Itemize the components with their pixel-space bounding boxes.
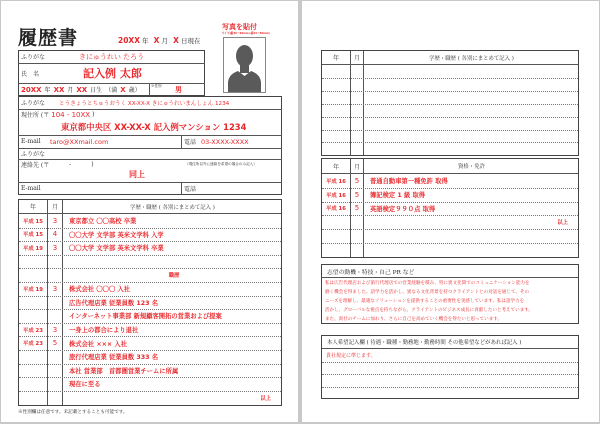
table-row bbox=[19, 228, 281, 242]
table-row bbox=[19, 268, 281, 282]
table-row bbox=[322, 215, 578, 229]
gender-value[interactable]: 男 bbox=[175, 85, 182, 94]
contact-label: 連絡先 (〒 bbox=[21, 161, 50, 169]
birth-year-unit: 年 bbox=[44, 87, 51, 94]
wish-line[interactable]: 貴社規定に準じます。 bbox=[326, 352, 376, 359]
table-row[interactable] bbox=[322, 104, 578, 117]
header-year: 年 bbox=[29, 204, 36, 211]
row-year[interactable]: 平成 16 bbox=[326, 178, 346, 185]
row-content[interactable]: 現在に至る bbox=[69, 381, 101, 389]
row-divider bbox=[322, 362, 578, 363]
age-value[interactable]: X bbox=[120, 85, 126, 94]
row-year[interactable]: 平成 19 bbox=[23, 286, 43, 293]
divider bbox=[18, 182, 282, 183]
row-divider bbox=[322, 374, 578, 375]
table-row[interactable] bbox=[322, 65, 578, 78]
row-month[interactable]: 4 bbox=[52, 230, 58, 239]
contact-email-label: E-mail bbox=[21, 185, 41, 192]
row-year[interactable] bbox=[19, 268, 47, 282]
table-row bbox=[19, 282, 281, 296]
row-content[interactable]: インターネット事業部 新規顧客開拓の営業および提案 bbox=[69, 313, 222, 321]
row-year[interactable] bbox=[19, 350, 47, 364]
birth-day-unit: 日生 bbox=[90, 87, 103, 94]
date-year[interactable]: 20XX bbox=[118, 36, 141, 45]
email-label: E-mail bbox=[21, 138, 41, 145]
table-row bbox=[19, 309, 281, 323]
address-furigana-value[interactable]: とうきょうとちゅうおうく XX-XX-X きにゅうれいまんしょん 1234 bbox=[59, 100, 230, 107]
row-month[interactable]: 3 bbox=[52, 243, 58, 252]
address-label: 現住所 (〒 bbox=[21, 112, 50, 119]
table-row bbox=[19, 391, 281, 405]
row-month[interactable]: 3 bbox=[52, 325, 58, 334]
header-year: 年 bbox=[332, 163, 339, 171]
header-month: 月 bbox=[353, 55, 360, 62]
row-content[interactable]: 本社 営業部 首都圏営業チームに所属 bbox=[69, 367, 179, 375]
history-table bbox=[18, 199, 282, 406]
row-month[interactable]: 5 bbox=[354, 190, 360, 199]
row-year[interactable]: 平成 23 bbox=[23, 327, 43, 334]
divider bbox=[322, 277, 578, 278]
table-row[interactable] bbox=[322, 117, 578, 130]
date-month-unit: 月 bbox=[161, 37, 169, 45]
qualifications-table bbox=[321, 158, 579, 258]
row-year[interactable] bbox=[19, 255, 47, 269]
table-row bbox=[19, 241, 281, 255]
postal-code[interactable]: 104 - 10XX bbox=[51, 110, 91, 119]
pr-line: 私は広告代理店および旅行代理店での営業経験を積み、特に異文化間でのコミュニケーション能力を bbox=[325, 281, 530, 286]
contact-note: （現住所以外に連絡を希望の場合のみ記入） bbox=[185, 162, 257, 166]
row-month[interactable] bbox=[48, 296, 62, 310]
birth-month-unit: 月 bbox=[67, 87, 74, 94]
contact-dash: - bbox=[69, 160, 72, 168]
photo-box[interactable] bbox=[223, 37, 266, 93]
row-content[interactable]: 英語検定９９０点 取得 bbox=[370, 205, 436, 213]
birth-date bbox=[21, 83, 141, 96]
resume-page-right bbox=[302, 1, 599, 422]
table-row bbox=[19, 336, 281, 350]
table-row bbox=[19, 364, 281, 378]
pr-box bbox=[321, 264, 579, 324]
pr-line: 活かし、グローバルな視点を持ちながら、クライアントのビジネス成長に貢献したいと考えています。 bbox=[325, 308, 533, 313]
table-row[interactable] bbox=[322, 78, 578, 91]
date-as-of bbox=[118, 36, 201, 45]
row-content[interactable]: 東京都立 〇〇高校 卒業 bbox=[69, 218, 137, 226]
address-value[interactable]: 東京都中央区 XX-XX-X 記入例マンション 1234 bbox=[61, 122, 247, 132]
row-content[interactable]: 広告代理店業 従業員数 123 名 bbox=[69, 299, 158, 307]
row-month[interactable] bbox=[48, 364, 62, 378]
date-month[interactable]: X bbox=[153, 36, 160, 45]
header-year: 年 bbox=[332, 55, 339, 62]
contact-furigana-label: ふりがな bbox=[21, 151, 46, 158]
row-month[interactable]: 5 bbox=[354, 204, 360, 213]
row-content[interactable]: 旅行代理店業 従業員数 333 名 bbox=[69, 354, 158, 362]
divider bbox=[149, 83, 150, 96]
resume-title: 履歴書 bbox=[18, 27, 79, 49]
table-row bbox=[19, 323, 281, 337]
gender-label: ※性別 bbox=[151, 84, 162, 88]
row-year[interactable] bbox=[19, 296, 47, 310]
row-month[interactable] bbox=[48, 391, 62, 405]
table-row[interactable] bbox=[322, 142, 578, 155]
table-row bbox=[322, 188, 578, 202]
contact-close: ) bbox=[91, 160, 94, 168]
header-content: 学歴・職歴 ( 各別にまとめて記入 ) bbox=[130, 204, 215, 211]
row-year[interactable] bbox=[322, 243, 350, 257]
pr-line: また、貴社のチームに加わり、さらに自己を高めていく機会を得たいと思っています。 bbox=[325, 317, 502, 322]
header-content: 資格・免許 bbox=[458, 164, 485, 170]
row-content[interactable] bbox=[370, 229, 576, 243]
row-content[interactable]: 以上 bbox=[260, 395, 271, 402]
row-year[interactable] bbox=[19, 391, 47, 405]
table-row bbox=[19, 377, 281, 391]
phone-value[interactable]: 03-XXXX-XXXX bbox=[201, 137, 249, 146]
date-day[interactable]: X bbox=[173, 36, 179, 45]
row-month[interactable] bbox=[48, 350, 62, 364]
date-day-unit: 日現在 bbox=[181, 37, 201, 45]
row-month[interactable] bbox=[48, 255, 62, 269]
divider bbox=[181, 182, 182, 195]
footnote: ※性別欄は任意です。未記載とすることも可能です。 bbox=[18, 410, 128, 415]
table-row bbox=[322, 229, 578, 243]
address-furigana-label: ふりがな bbox=[21, 100, 46, 107]
photo-size-note: サイズ(縦36〜40mm×横24〜30mm) bbox=[222, 32, 270, 35]
row-content[interactable] bbox=[370, 243, 576, 257]
divider bbox=[181, 135, 182, 148]
row-content[interactable]: 株式会社 ××× 入社 bbox=[69, 340, 127, 348]
age-open: （満 bbox=[105, 87, 118, 94]
email-value[interactable]: taro@XXmail.com bbox=[50, 137, 109, 146]
row-month[interactable]: 3 bbox=[52, 284, 58, 293]
row-content[interactable]: 以上 bbox=[557, 220, 568, 227]
row-month[interactable] bbox=[48, 268, 62, 282]
row-month[interactable] bbox=[351, 243, 363, 257]
contact-postal-row bbox=[21, 159, 94, 169]
age-close: 歳） bbox=[128, 87, 141, 94]
row-year[interactable]: 平成 16 bbox=[326, 206, 346, 213]
table-row bbox=[322, 174, 578, 188]
row-year[interactable] bbox=[19, 364, 47, 378]
history-table-continued bbox=[321, 50, 579, 156]
table-row bbox=[19, 350, 281, 364]
row-content[interactable]: 一身上の都合により退社 bbox=[69, 327, 139, 335]
header-content: 学歴・職歴 ( 各別にまとめて記入 ) bbox=[429, 55, 514, 62]
name-furigana-label: ふりがな bbox=[21, 54, 46, 61]
date-year-unit: 年 bbox=[142, 37, 149, 45]
postal-close: ) bbox=[92, 111, 95, 118]
history-header bbox=[322, 51, 578, 64]
table-row[interactable] bbox=[322, 91, 578, 104]
row-content[interactable]: 職歴 bbox=[168, 273, 180, 280]
row-month[interactable] bbox=[351, 215, 363, 229]
row-year[interactable]: 平成 16 bbox=[326, 192, 346, 199]
table-row bbox=[322, 202, 578, 216]
row-month[interactable]: 3 bbox=[52, 216, 58, 225]
person-silhouette-icon bbox=[224, 38, 265, 92]
row-month[interactable] bbox=[48, 377, 62, 391]
row-year[interactable]: 平成 23 bbox=[23, 341, 43, 348]
row-content[interactable]: 〇〇大学 文学部 英米文学科 入学 bbox=[69, 231, 164, 239]
row-month[interactable] bbox=[351, 229, 363, 243]
row-year[interactable] bbox=[19, 309, 47, 323]
table-row bbox=[19, 255, 281, 269]
table-row bbox=[19, 214, 281, 228]
address-postal-row bbox=[21, 109, 94, 120]
row-month[interactable]: 5 bbox=[52, 339, 58, 348]
contact-value[interactable]: 同上 bbox=[129, 170, 145, 179]
row-month[interactable] bbox=[48, 309, 62, 323]
row-year[interactable] bbox=[322, 229, 350, 243]
header-month: 月 bbox=[51, 204, 58, 211]
row-content[interactable]: 〇〇大学 文学部 英米文学科 卒業 bbox=[69, 245, 164, 253]
row-year[interactable]: 平成 15 bbox=[23, 218, 43, 225]
qualifications-header bbox=[322, 159, 578, 172]
resume-page-left bbox=[1, 1, 298, 422]
row-content[interactable]: 簿記検定 1 級 取得 bbox=[370, 192, 426, 200]
divider bbox=[18, 148, 282, 149]
phone-label: 電話 bbox=[184, 139, 197, 146]
header-month: 月 bbox=[353, 163, 360, 171]
wish-title: 本人希望記入欄 ( 待遇・職種・勤務地・勤務時間 その他希望などがあれば記入 ) bbox=[327, 340, 522, 346]
row-year[interactable]: 平成 19 bbox=[23, 245, 43, 252]
birth-month[interactable]: XX bbox=[53, 85, 65, 94]
pr-line: ニーズを理解し、最適なソリューションを提供することの重要性を実感しています。私は語学力を bbox=[325, 299, 525, 304]
table-row[interactable] bbox=[322, 130, 578, 143]
name-value[interactable]: 記入例 太郎 bbox=[83, 67, 142, 80]
name-label: 氏 名 bbox=[21, 70, 40, 78]
pr-line: 磨く機会を得ました。語学力を活かし、異なる文化背景を持つクライアントとの対話を通じて、その bbox=[325, 290, 530, 295]
birth-day[interactable]: XX bbox=[76, 85, 88, 94]
row-content[interactable]: 普通自動車第一種免許 取得 bbox=[370, 178, 448, 186]
row-year[interactable]: 平成 15 bbox=[23, 232, 43, 239]
row-year[interactable] bbox=[19, 377, 47, 391]
history-header bbox=[19, 200, 281, 213]
table-row bbox=[19, 296, 281, 310]
birth-year[interactable]: 20XX bbox=[21, 85, 42, 94]
row-divider bbox=[322, 387, 578, 388]
table-row bbox=[322, 243, 578, 257]
wish-box bbox=[321, 335, 579, 399]
row-year[interactable] bbox=[322, 215, 350, 229]
row-content[interactable]: 株式会社 〇〇〇 入社 bbox=[69, 286, 131, 294]
contact-phone-label: 電話 bbox=[184, 186, 197, 193]
pr-title: 志望の動機・特技・自己 PR など bbox=[327, 269, 415, 276]
row-month[interactable]: 5 bbox=[354, 176, 360, 185]
pr-text[interactable] bbox=[325, 279, 577, 324]
photo-title: 写真を貼付 bbox=[222, 22, 257, 31]
name-furigana-value[interactable]: きにゅうれい たろう bbox=[79, 52, 145, 61]
row-content[interactable] bbox=[69, 255, 279, 269]
